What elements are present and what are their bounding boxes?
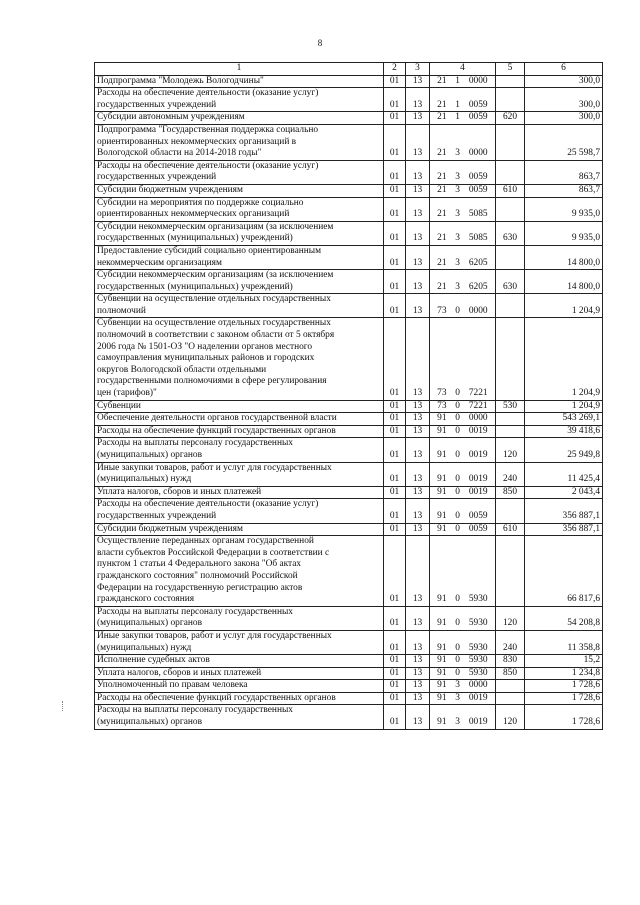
subprogram-code: 0: [455, 450, 460, 460]
target-article-cell: [430, 425, 496, 438]
subsection-code-cell: 13: [406, 680, 430, 693]
amount-cell: 54 208,8: [525, 606, 603, 630]
subprogram-code: 3: [455, 281, 460, 292]
subprogram-code: 3: [455, 233, 460, 244]
section-code-cell: 01: [384, 425, 406, 438]
page-number: 8: [317, 38, 323, 48]
amount-cell: 1 234,8: [525, 667, 603, 680]
subprogram-code: 0: [455, 413, 460, 424]
section-code-cell: 01: [384, 606, 406, 630]
program-code: 21: [437, 148, 447, 159]
subsection-code-cell: 13: [406, 523, 430, 536]
program-code: 91: [437, 667, 447, 678]
amount-cell: 1 204,9: [525, 400, 603, 413]
subprogram-code: 3: [455, 680, 460, 691]
direction-code: 0059: [468, 510, 488, 521]
expense-type-cell: [496, 413, 525, 426]
program-code: 21: [437, 112, 447, 123]
program-code: 21: [437, 75, 447, 86]
section-code-cell: 01: [384, 88, 406, 112]
table-row: [95, 499, 603, 523]
target-article-cell: [430, 245, 496, 269]
row-name-cell: Субвенции на осуществление отдельных государственных полномочий в соответствии с законом области от 5 октября 2006 года № 1501-ОЗ "О наделении органов местного самоуправления муниципальных районов и городских округов Вологодской области отдельными государственными полномочиями в сфере регулирования цен (тарифов)": [95, 318, 384, 400]
section-code-cell: 01: [384, 680, 406, 693]
expense-type-cell: [496, 499, 525, 523]
subprogram-code: 0: [455, 523, 460, 534]
row-name-cell: Расходы на обеспечение деятельности (оказание услуг) государственных учреждений: [95, 88, 384, 112]
target-article-cell: [430, 112, 496, 125]
row-name-cell: Субсидии бюджетным учреждениям: [95, 523, 384, 536]
table-row: [95, 606, 603, 630]
header-cell-3: 3: [406, 63, 430, 76]
subsection-code-cell: 13: [406, 692, 430, 705]
amount-cell: 300,0: [525, 88, 603, 112]
subsection-code-cell: 13: [406, 705, 430, 729]
table-row: [95, 680, 603, 693]
row-name-cell: Расходы на обеспечение функций государственных органов: [95, 692, 384, 705]
amount-cell: 39 418,6: [525, 425, 603, 438]
program-code: 91: [437, 642, 447, 653]
target-article-cell: [430, 413, 496, 426]
section-code-cell: 01: [384, 184, 406, 197]
row-name-cell: Подпрограмма "Молодежь Вологодчины": [95, 75, 384, 88]
table-row: [95, 88, 603, 112]
amount-cell: 9 935,0: [525, 221, 603, 245]
header-cell-4: 4: [430, 63, 496, 76]
target-article-cell: [430, 523, 496, 536]
direction-code: 0019: [468, 486, 488, 497]
program-code: 21: [437, 184, 447, 195]
direction-code: 5930: [468, 618, 488, 629]
target-article-cell: [430, 630, 496, 654]
section-code-cell: 01: [384, 413, 406, 426]
row-name-cell: Субсидии автономным учреждениям: [95, 112, 384, 125]
subprogram-code: 0: [455, 642, 460, 653]
subprogram-code: 3: [455, 717, 460, 728]
amount-cell: 11 425,4: [525, 462, 603, 486]
expense-type-cell: 620: [496, 112, 525, 125]
expense-type-cell: [496, 425, 525, 438]
expense-type-cell: [496, 88, 525, 112]
subprogram-code: 0: [455, 388, 460, 399]
row-name-cell: Уполномоченный по правам человека: [95, 680, 384, 693]
amount-cell: 1 728,6: [525, 692, 603, 705]
section-code-cell: 01: [384, 400, 406, 413]
row-name-cell: Исполнение судебных актов: [95, 655, 384, 668]
direction-code: 0059: [468, 99, 488, 110]
table-row: [95, 400, 603, 413]
amount-cell: 543 269,1: [525, 413, 603, 426]
expense-type-cell: 850: [496, 486, 525, 499]
direction-code: 0059: [468, 184, 488, 195]
table-row: [95, 425, 603, 438]
header-cell-1: 1: [95, 63, 384, 76]
row-name-cell: Расходы на обеспечение функций государственных органов: [95, 425, 384, 438]
program-code: 91: [437, 523, 447, 534]
subprogram-code: 3: [455, 692, 460, 703]
expense-type-cell: 850: [496, 667, 525, 680]
budget-table: [94, 62, 603, 730]
program-code: 91: [437, 486, 447, 497]
program-code: 21: [437, 99, 447, 110]
subsection-code-cell: 13: [406, 606, 430, 630]
target-article-cell: [430, 88, 496, 112]
direction-code: 0059: [468, 172, 488, 183]
expense-type-cell: 530: [496, 400, 525, 413]
amount-cell: 300,0: [525, 75, 603, 88]
subprogram-code: 3: [455, 172, 460, 183]
amount-cell: 15,2: [525, 655, 603, 668]
table-row: [95, 245, 603, 269]
row-name-cell: Субсидии некоммерческим организациям (за исключением государственных (муниципальных) учреждений): [95, 270, 384, 294]
expense-type-cell: [496, 160, 525, 184]
program-code: 73: [437, 388, 447, 399]
row-name-cell: Предоставление субсидий социально ориентированным некоммерческим организациям: [95, 245, 384, 269]
section-code-cell: 01: [384, 124, 406, 160]
program-code: 73: [437, 400, 447, 411]
target-article-cell: [430, 462, 496, 486]
subsection-code-cell: 13: [406, 88, 430, 112]
target-article-cell: [430, 270, 496, 294]
direction-code: 0019: [468, 717, 488, 728]
section-code-cell: 01: [384, 523, 406, 536]
amount-cell: 14 800,0: [525, 245, 603, 269]
direction-code: 5930: [468, 594, 488, 605]
expense-type-cell: 240: [496, 630, 525, 654]
section-code-cell: 01: [384, 536, 406, 607]
expense-type-cell: [496, 692, 525, 705]
table-row: [95, 112, 603, 125]
row-name-cell: Расходы на выплаты персоналу государственных (муниципальных) органов: [95, 705, 384, 729]
section-code-cell: 01: [384, 692, 406, 705]
program-code: 91: [437, 413, 447, 424]
program-code: 21: [437, 281, 447, 292]
subprogram-code: 3: [455, 209, 460, 220]
direction-code: 0000: [468, 75, 488, 86]
target-article-cell: [430, 536, 496, 607]
section-code-cell: 01: [384, 160, 406, 184]
subsection-code-cell: 13: [406, 245, 430, 269]
amount-cell: 14 800,0: [525, 270, 603, 294]
amount-cell: 11 358,8: [525, 630, 603, 654]
program-code: 91: [437, 425, 447, 436]
program-code: 21: [437, 257, 447, 268]
row-name-cell: Субвенции на осуществление отдельных государственных полномочий: [95, 294, 384, 318]
subprogram-code: 0: [455, 667, 460, 678]
target-article-cell: [430, 75, 496, 88]
table-row: [95, 630, 603, 654]
expense-type-cell: 240: [496, 462, 525, 486]
subprogram-code: 0: [455, 474, 460, 485]
row-name-cell: Субсидии на мероприятия по поддержке социально ориентированных некоммерческих организаций: [95, 197, 384, 221]
target-article-cell: [430, 667, 496, 680]
target-article-cell: [430, 680, 496, 693]
table-row: [95, 486, 603, 499]
program-code: 91: [437, 717, 447, 728]
subprogram-code: 1: [455, 75, 460, 86]
subprogram-code: 3: [455, 148, 460, 159]
direction-code: 5930: [468, 667, 488, 678]
amount-cell: 863,7: [525, 160, 603, 184]
row-name-cell: Осуществление переданных органам государственной власти субъектов Российской Федерации в соответствии с пунктом 1 статьи 4 Федерального закона "Об актах гражданского состояния" полномочий Российской Федерации на государственную регистрацию актов гражданского состояния: [95, 536, 384, 607]
table-row: [95, 75, 603, 88]
expense-type-cell: [496, 245, 525, 269]
table-row: [95, 705, 603, 729]
row-name-cell: Обеспечение деятельности органов государственной власти: [95, 413, 384, 426]
subsection-code-cell: 13: [406, 124, 430, 160]
table-header-row: [95, 63, 603, 76]
subsection-code-cell: 13: [406, 425, 430, 438]
expense-type-cell: 120: [496, 438, 525, 462]
subsection-code-cell: 13: [406, 112, 430, 125]
header-cell-6: 6: [525, 63, 603, 76]
program-code: 91: [437, 510, 447, 521]
amount-cell: 9 935,0: [525, 197, 603, 221]
subsection-code-cell: 13: [406, 438, 430, 462]
row-name-cell: Уплата налогов, сборов и иных платежей: [95, 486, 384, 499]
table-row: [95, 655, 603, 668]
subsection-code-cell: 13: [406, 630, 430, 654]
program-code: 91: [437, 655, 447, 666]
row-name-cell: Субсидии бюджетным учреждениям: [95, 184, 384, 197]
target-article-cell: [430, 606, 496, 630]
row-name-cell: Подпрограмма "Государственная поддержка социально ориентированных некоммерческих организаций в Вологодской области на 2014-2018 годы": [95, 124, 384, 160]
direction-code: 5930: [468, 642, 488, 653]
program-code: 91: [437, 474, 447, 485]
row-name-cell: Расходы на обеспечение деятельности (оказание услуг) государственных учреждений: [95, 499, 384, 523]
header-cell-5: 5: [496, 63, 525, 76]
direction-code: 6205: [468, 257, 488, 268]
target-article-cell: [430, 160, 496, 184]
direction-code: 5930: [468, 655, 488, 666]
table-row: [95, 413, 603, 426]
target-article-cell: [430, 294, 496, 318]
subsection-code-cell: 13: [406, 221, 430, 245]
subprogram-code: 3: [455, 257, 460, 268]
expense-type-cell: 610: [496, 184, 525, 197]
target-article-cell: [430, 124, 496, 160]
subprogram-code: 0: [455, 486, 460, 497]
table-row: [95, 124, 603, 160]
program-code: 91: [437, 618, 447, 629]
direction-code: 0019: [468, 474, 488, 485]
section-code-cell: 01: [384, 270, 406, 294]
program-code: 91: [437, 450, 447, 460]
subsection-code-cell: 13: [406, 536, 430, 607]
amount-cell: 356 887,1: [525, 523, 603, 536]
subsection-code-cell: 13: [406, 499, 430, 523]
table-row: [95, 270, 603, 294]
amount-cell: 66 817,6: [525, 536, 603, 607]
expense-type-cell: [496, 680, 525, 693]
target-article-cell: [430, 197, 496, 221]
direction-code: 0059: [468, 112, 488, 123]
program-code: 73: [437, 305, 447, 316]
amount-cell: 356 887,1: [525, 499, 603, 523]
program-code: 91: [437, 680, 447, 691]
row-name-cell: Расходы на обеспечение деятельности (оказание услуг) государственных учреждений: [95, 160, 384, 184]
section-code-cell: 01: [384, 318, 406, 400]
subprogram-code: 0: [455, 594, 460, 605]
subsection-code-cell: 13: [406, 160, 430, 184]
table-row: [95, 462, 603, 486]
expense-type-cell: 610: [496, 523, 525, 536]
section-code-cell: 01: [384, 245, 406, 269]
table-row: [95, 667, 603, 680]
subprogram-code: 0: [455, 425, 460, 436]
expense-type-cell: [496, 124, 525, 160]
table-row: [95, 221, 603, 245]
subsection-code-cell: 13: [406, 184, 430, 197]
row-name-cell: Субвенции: [95, 400, 384, 413]
subsection-code-cell: 13: [406, 400, 430, 413]
section-code-cell: 01: [384, 705, 406, 729]
expense-type-cell: 120: [496, 705, 525, 729]
subsection-code-cell: 13: [406, 294, 430, 318]
section-code-cell: 01: [384, 667, 406, 680]
expense-type-cell: 630: [496, 270, 525, 294]
section-code-cell: 01: [384, 486, 406, 499]
table-row: [95, 197, 603, 221]
amount-cell: 2 043,4: [525, 486, 603, 499]
program-code: 91: [437, 594, 447, 605]
table-row: [95, 438, 603, 462]
section-code-cell: 01: [384, 462, 406, 486]
target-article-cell: [430, 499, 496, 523]
subsection-code-cell: 13: [406, 270, 430, 294]
table-row: [95, 294, 603, 318]
expense-type-cell: 120: [496, 606, 525, 630]
subsection-code-cell: 13: [406, 462, 430, 486]
subsection-code-cell: 13: [406, 655, 430, 668]
table-row: [95, 692, 603, 705]
direction-code: 5085: [468, 233, 488, 244]
direction-code: 0019: [468, 692, 488, 703]
program-code: 21: [437, 172, 447, 183]
row-name-cell: Уплата налогов, сборов и иных платежей: [95, 667, 384, 680]
direction-code: 0000: [468, 413, 488, 424]
section-code-cell: 01: [384, 112, 406, 125]
direction-code: 7221: [468, 400, 488, 411]
subprogram-code: 1: [455, 112, 460, 123]
header-cell-2: 2: [384, 63, 406, 76]
section-code-cell: 01: [384, 438, 406, 462]
expense-type-cell: [496, 318, 525, 400]
subsection-code-cell: 13: [406, 667, 430, 680]
table-row: [95, 318, 603, 400]
row-name-cell: Иные закупки товаров, работ и услуг для государственных (муниципальных) нужд: [95, 630, 384, 654]
section-code-cell: 01: [384, 655, 406, 668]
amount-cell: 25 598,7: [525, 124, 603, 160]
target-article-cell: [430, 692, 496, 705]
amount-cell: 300,0: [525, 112, 603, 125]
expense-type-cell: 830: [496, 655, 525, 668]
amount-cell: 1 204,9: [525, 318, 603, 400]
subprogram-code: 0: [455, 305, 460, 316]
subprogram-code: 0: [455, 618, 460, 629]
table-row: [95, 536, 603, 607]
row-name-cell: Иные закупки товаров, работ и услуг для государственных (муниципальных) нужд: [95, 462, 384, 486]
table-row: [95, 523, 603, 536]
program-code: 21: [437, 233, 447, 244]
direction-code: 0000: [468, 305, 488, 316]
row-name-cell: Расходы на выплаты персоналу государственных (муниципальных) органов: [95, 438, 384, 462]
table-row: [95, 160, 603, 184]
row-name-cell: Расходы на выплаты персоналу государственных (муниципальных) органов: [95, 606, 384, 630]
amount-cell: 1 728,6: [525, 680, 603, 693]
section-code-cell: 01: [384, 221, 406, 245]
amount-cell: 25 949,8: [525, 438, 603, 462]
section-code-cell: 01: [384, 630, 406, 654]
direction-code: 0019: [468, 450, 488, 460]
subprogram-code: 0: [455, 655, 460, 666]
direction-code: 0019: [468, 425, 488, 436]
expense-type-cell: [496, 197, 525, 221]
subsection-code-cell: 13: [406, 413, 430, 426]
target-article-cell: [430, 221, 496, 245]
subprogram-code: 0: [455, 400, 460, 411]
expense-type-cell: [496, 75, 525, 88]
target-article-cell: [430, 184, 496, 197]
amount-cell: 1 204,9: [525, 294, 603, 318]
direction-code: 5085: [468, 209, 488, 220]
target-article-cell: [430, 655, 496, 668]
section-code-cell: 01: [384, 294, 406, 318]
margin-mark: [62, 701, 64, 711]
section-code-cell: 01: [384, 197, 406, 221]
program-code: 91: [437, 692, 447, 703]
subprogram-code: 0: [455, 510, 460, 521]
direction-code: 7221: [468, 388, 488, 399]
direction-code: 0000: [468, 680, 488, 691]
direction-code: 0000: [468, 148, 488, 159]
subprogram-code: 3: [455, 184, 460, 195]
target-article-cell: [430, 438, 496, 462]
row-name-cell: Субсидии некоммерческим организациям (за исключением государственных (муниципальных) учреждений): [95, 221, 384, 245]
subsection-code-cell: 13: [406, 75, 430, 88]
subsection-code-cell: 13: [406, 318, 430, 400]
subsection-code-cell: 13: [406, 486, 430, 499]
expense-type-cell: [496, 294, 525, 318]
amount-cell: 1 728,6: [525, 705, 603, 729]
direction-code: 6205: [468, 281, 488, 292]
program-code: 21: [437, 209, 447, 220]
expense-type-cell: 630: [496, 221, 525, 245]
subprogram-code: 1: [455, 99, 460, 110]
target-article-cell: [430, 318, 496, 400]
expense-type-cell: [496, 536, 525, 607]
table-row: [95, 184, 603, 197]
target-article-cell: [430, 705, 496, 729]
amount-cell: 863,7: [525, 184, 603, 197]
section-code-cell: 01: [384, 75, 406, 88]
section-code-cell: 01: [384, 499, 406, 523]
target-article-cell: [430, 400, 496, 413]
subsection-code-cell: 13: [406, 197, 430, 221]
direction-code: 0059: [468, 523, 488, 534]
target-article-cell: [430, 486, 496, 499]
